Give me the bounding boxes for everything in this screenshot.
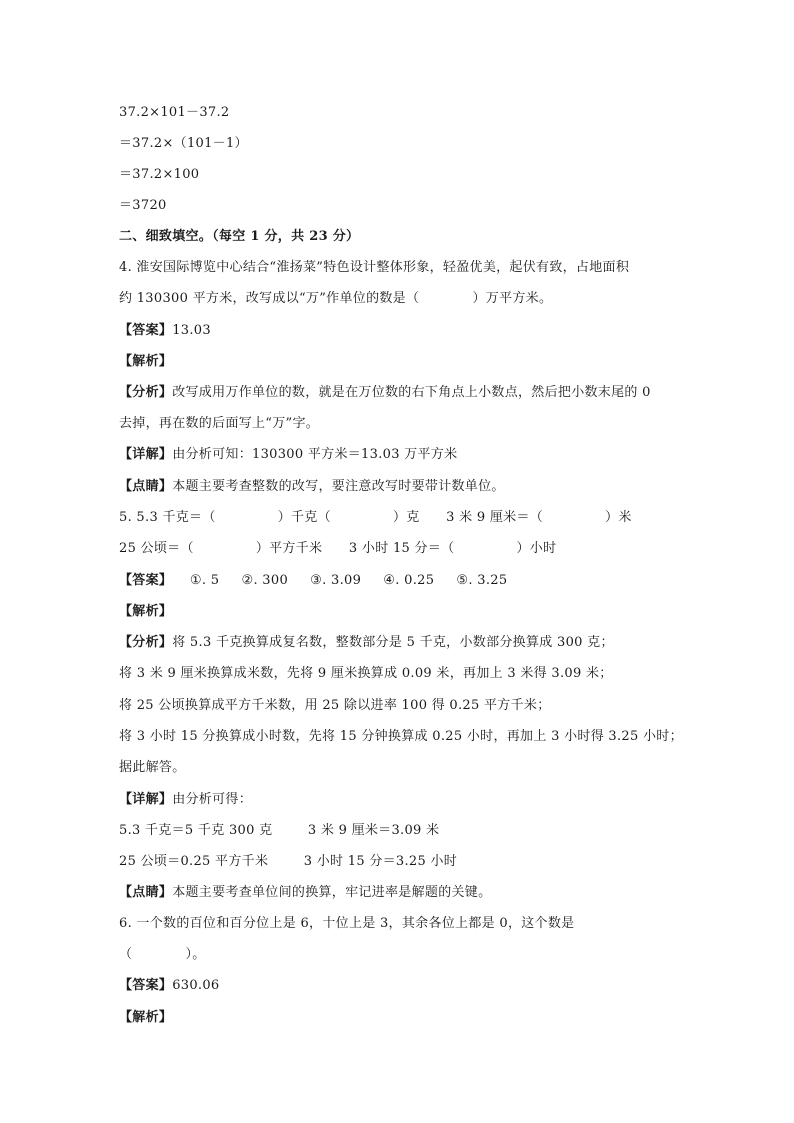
analysis-text: 将 5.3 千克换算成复名数，整数部分是 5 千克，小数部分换算成 300 克； (172, 635, 614, 650)
q5-detail-line-2: 5.3 千克＝5 千克 300 克 3 米 9 厘米＝3.09 米 (119, 823, 440, 838)
q5-analysis-line-5: 据此解答。 (119, 760, 186, 775)
calc-line-2: ＝37.2×（101－1） (119, 136, 248, 151)
q5-jiexi: 【解析】 (119, 604, 173, 619)
comment-tag: 【点睛】 (119, 479, 173, 494)
answer-tag: 【答案】 (119, 323, 173, 338)
q5-text-line-1: 5. 5.3 千克＝（ ）千克（ ）克 3 米 9 厘米＝（ ）米 (119, 510, 632, 525)
q5-detail-line-3: 25 公顷＝0.25 平方千米 3 小时 15 分＝3.25 小时 (119, 854, 458, 869)
answer-value: 13.03 (172, 323, 211, 338)
section-title: 二、细致填空。（每空 1 分，共 23 分） (119, 229, 360, 244)
analysis-text: 改写成用万作单位的数，就是在万位数的右下角点上小数点，然后把小数末尾的 0 (172, 385, 651, 400)
q5-analysis-line-1 (119, 634, 614, 652)
q5-text-line-2: 25 公顷＝（ ）平方千米 3 小时 15 分＝（ ）小时 (119, 541, 557, 556)
detail-text: 由分析可知：130300 平方米＝13.03 万平方米 (172, 447, 458, 462)
q6-text-line-1: 6. 一个数的百位和百分位上是 6，十位上是 3，其余各位上都是 0，这个数是 (119, 916, 575, 931)
answer-value: 630.06 (172, 978, 220, 993)
q6-text-line-2: （ ）。 (119, 947, 206, 962)
detail-tag: 【详解】 (119, 447, 173, 462)
answer-tag: 【答案】 (119, 573, 173, 588)
q5-answer (119, 572, 507, 590)
q4-analysis-line-1 (119, 384, 651, 402)
comment-text: 本题主要考查单位间的换算，牢记进率是解题的关键。 (172, 885, 492, 900)
q4-analysis-line-2: 去掉，再在数的后面写上“万”字。 (119, 416, 320, 431)
analysis-tag: 【分析】 (119, 385, 173, 400)
q6-answer (119, 977, 220, 995)
detail-text: 由分析可得： (172, 792, 253, 807)
q4-detail (119, 446, 457, 464)
answer-value: ①. 5 ②. 300 ③. 3.09 ④. 0.25 ⑤. 3.25 (172, 573, 508, 588)
comment-tag: 【点睛】 (119, 885, 173, 900)
q4-text-line-1: 4. 淮安国际博览中心结合“淮扬菜”特色设计整体形象，轻盈优美，起伏有致，占地面积 (119, 260, 630, 275)
q4-text-line-2: 约 130300 平方米，改写成以“万”作单位的数是（ ）万平方米。 (119, 291, 553, 306)
comment-text: 本题主要考查整数的改写，要注意改写时要带计数单位。 (172, 479, 505, 494)
answer-tag: 【答案】 (119, 978, 173, 993)
q4-jiexi: 【解析】 (119, 354, 173, 369)
analysis-tag: 【分析】 (119, 635, 173, 650)
calc-line-4: ＝3720 (119, 198, 167, 213)
q5-detail (119, 791, 252, 809)
q5-analysis-line-2: 将 3 米 9 厘米换算成米数，先将 9 厘米换算成 0.09 米，再加上 3 米得 3.09 米； (119, 666, 613, 681)
q5-comment (119, 884, 491, 902)
q5-analysis-line-3: 将 25 公顷换算成平方千米数，用 25 除以进率 100 得 0.25 平方千米； (119, 698, 551, 713)
calc-line-3: ＝37.2×100 (119, 167, 200, 182)
q6-jiexi: 【解析】 (119, 1010, 173, 1025)
detail-tag: 【详解】 (119, 792, 173, 807)
q5-analysis-line-4: 将 3 小时 15 分换算成小时数，先将 15 分钟换算成 0.25 小时，再加上 3 小时得 3.25 小时； (119, 729, 683, 744)
calc-line-1: 37.2×101－37.2 (119, 105, 230, 120)
q4-answer (119, 322, 211, 340)
q4-comment (119, 478, 505, 496)
